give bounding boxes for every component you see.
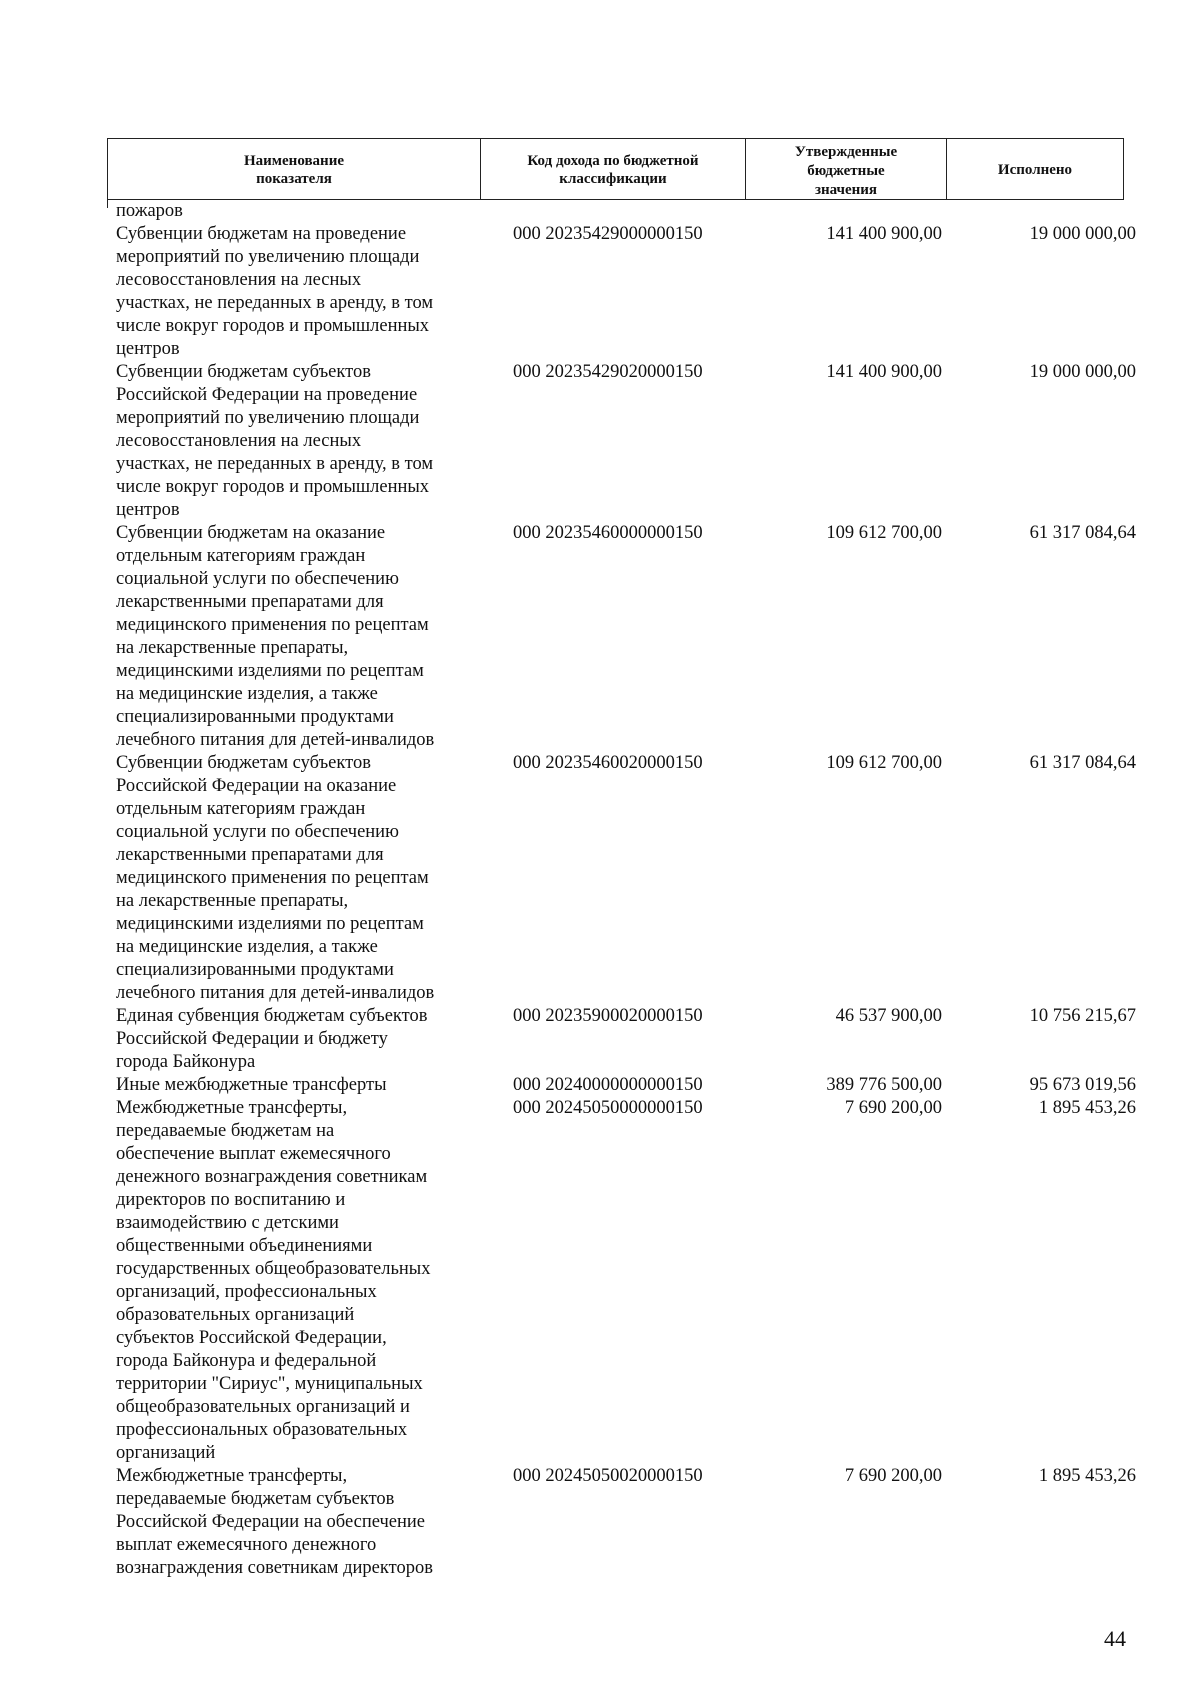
- row-name: Субвенции бюджетам на проведение мероприятий по увеличению площади лесовосстановления на лесных участках, не переданных в аренду, в том числе вокруг городов и промышленных центров: [116, 224, 434, 359]
- table-row: [116, 1097, 1136, 1465]
- row-approved: 389 776 500,00: [826, 1075, 942, 1095]
- header-approved-column: Утвержденные бюджетные значения: [746, 139, 947, 200]
- header-name-column: Наименование показателя: [108, 139, 481, 200]
- table-body: [116, 200, 1136, 1580]
- table-row: [116, 361, 1136, 522]
- row-name: Иные межбюджетные трансферты: [116, 1075, 387, 1095]
- row-name: пожаров: [116, 201, 183, 221]
- row-executed: 19 000 000,00: [1029, 362, 1136, 382]
- row-approved: 109 612 700,00: [826, 753, 942, 773]
- table-row: [116, 522, 1136, 752]
- table-row: [116, 752, 1136, 1005]
- row-code: 000 20235429000000150: [513, 224, 703, 244]
- table-row: [116, 1465, 1136, 1580]
- row-name: Межбюджетные трансферты, передаваемые бюджетам субъектов Российской Федерации на обеспечение выплат ежемесячного денежного вознаграждения советникам директоров: [116, 1466, 433, 1578]
- row-executed: 61 317 084,64: [1029, 523, 1136, 543]
- row-approved: 141 400 900,00: [826, 362, 942, 382]
- row-approved: 7 690 200,00: [844, 1098, 942, 1118]
- row-executed: 1 895 453,26: [1038, 1466, 1136, 1486]
- row-name: Субвенции бюджетам субъектов Российской Федерации на оказание отдельным категориям граждан социальной услуги по обеспечению лекарственными препаратами для медицинского применения по рецептам на лекарственные препараты, медицинскими изделиями по рецептам на медицинские изделия, а также специализированными продуктами лечебного питания для детей-инвалидов: [116, 753, 435, 1003]
- row-code: 000 20235429020000150: [513, 362, 703, 382]
- row-executed: 1 895 453,26: [1038, 1098, 1136, 1118]
- row-executed: 61 317 084,64: [1029, 753, 1136, 773]
- row-approved: 141 400 900,00: [826, 224, 942, 244]
- row-executed: 95 673 019,56: [1029, 1075, 1136, 1095]
- row-approved: 46 537 900,00: [835, 1006, 942, 1026]
- table-row: [116, 1005, 1136, 1074]
- table-header: [107, 138, 1124, 200]
- page-number: 44: [1104, 1626, 1126, 1651]
- row-name: Субвенции бюджетам субъектов Российской Федерации на проведение мероприятий по увеличению площади лесовосстановления на лесных участках, не переданных в аренду, в том числе вокруг городов и промышленных центров: [116, 362, 434, 520]
- row-code: 000 20245050000000150: [513, 1098, 703, 1118]
- header-code-column: Код дохода по бюджетной классификации: [481, 139, 746, 200]
- row-code: 000 20240000000000150: [513, 1075, 703, 1095]
- row-name: Субвенции бюджетам на оказание отдельным категориям граждан социальной услуги по обеспечению лекарственными препаратами для медицинского применения по рецептам на лекарственные препараты, медицинскими изделиями по рецептам на медицинские изделия, а также специализированными продуктами лечебного питания для детей-инвалидов: [116, 523, 435, 750]
- table-row: [116, 223, 1136, 361]
- carryover-row: [116, 200, 1126, 223]
- row-approved: 109 612 700,00: [826, 523, 942, 543]
- row-name: Межбюджетные трансферты, передаваемые бюджетам на обеспечение выплат ежемесячного денежного вознаграждения советникам директоров по воспитанию и взаимодействию с детскими общественными объединениями государственных общеобразовательных организаций, профессиональных образовательных организаций субъектов Российской Федерации, города Байконура и федеральной территории "Сириус", муниципальных общеобразовательных организаций и профессиональных образовательных организаций: [116, 1098, 431, 1463]
- row-code: 000 20235460000000150: [513, 523, 703, 543]
- row-code: 000 20245050020000150: [513, 1466, 703, 1486]
- row-code: 000 20235900020000150: [513, 1006, 703, 1026]
- row-name: Единая субвенция бюджетам субъектов Российской Федерации и бюджету города Байконура: [116, 1006, 428, 1072]
- table-row: [116, 1074, 1136, 1097]
- row-approved: 7 690 200,00: [844, 1466, 942, 1486]
- header-executed-column: Исполнено: [997, 161, 1073, 178]
- row-executed: 19 000 000,00: [1029, 224, 1136, 244]
- table-left-border-fragment: [107, 199, 108, 208]
- row-executed: 10 756 215,67: [1029, 1006, 1136, 1026]
- row-code: 000 20235460020000150: [513, 753, 703, 773]
